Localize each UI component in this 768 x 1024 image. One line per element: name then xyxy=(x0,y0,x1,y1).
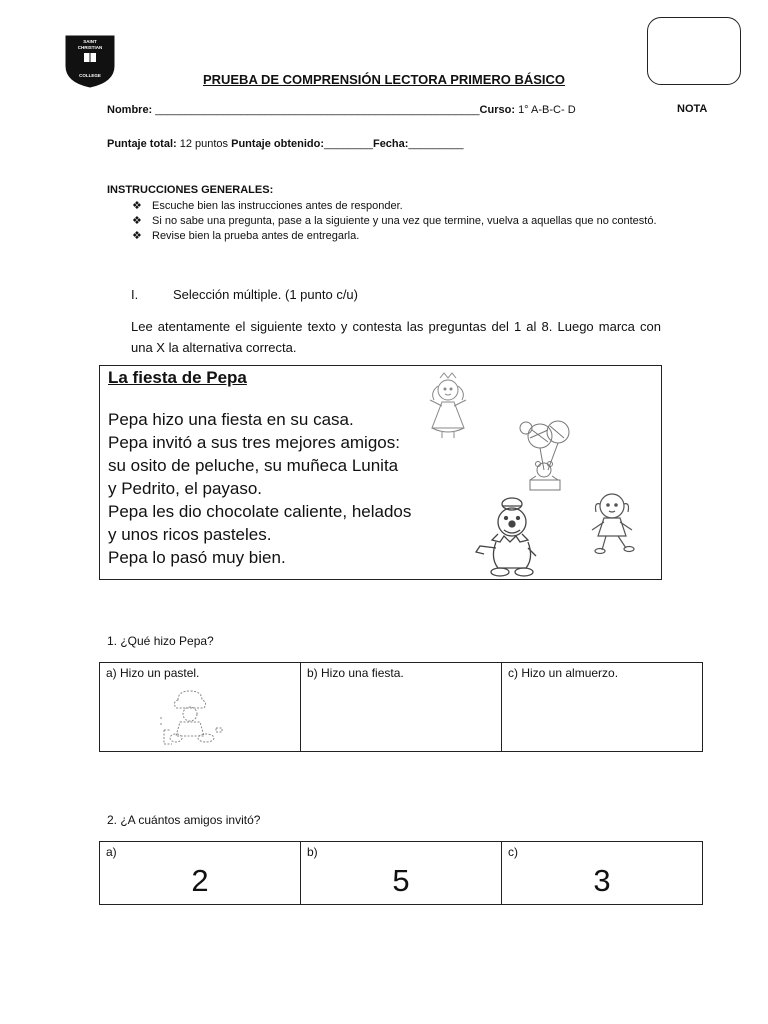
option-b-letter: b) xyxy=(307,845,318,859)
story-line: Pepa lo pasó muy bien. xyxy=(108,548,286,567)
name-course-line xyxy=(107,104,576,116)
instructions-list xyxy=(132,199,660,244)
story-title: La fiesta de Pepa xyxy=(108,368,247,387)
instruction-text: Escuche bien las instrucciones antes de responder. xyxy=(152,200,403,212)
svg-text:COLLEGE: COLLEGE xyxy=(79,73,101,78)
option-c[interactable] xyxy=(502,842,703,905)
instruction-item xyxy=(132,199,660,214)
nombre-label: Nombre: xyxy=(107,104,153,116)
puntaje-total-value: 12 puntos xyxy=(179,138,229,150)
option-b[interactable] xyxy=(301,842,502,905)
story-line: Pepa hizo una fiesta en su casa. xyxy=(108,410,354,429)
fecha-field[interactable]: _________ xyxy=(408,138,464,150)
curso-value: 1° A-B-C- D xyxy=(518,104,576,116)
diamond-bullet-icon: ❖ xyxy=(132,230,142,242)
story-line: y Pedrito, el payaso. xyxy=(108,479,263,498)
option-b-label: b) Hizo una fiesta. xyxy=(307,666,404,680)
story-box xyxy=(99,365,662,580)
section-instruction: Lee atentamente el siguiente texto y contesta las preguntas del 1 al 8. Luego marca con una X la alternativa correcta. xyxy=(131,319,661,355)
option-c-label: c) Hizo un almuerzo. xyxy=(508,666,619,680)
puntaje-total-label: Puntaje total: xyxy=(107,138,177,150)
instruction-item xyxy=(132,229,660,244)
question-2-options xyxy=(99,841,703,905)
nota-label: NOTA xyxy=(677,103,708,115)
diamond-bullet-icon: ❖ xyxy=(132,215,142,227)
svg-text:SAINT: SAINT xyxy=(83,39,97,44)
option-c[interactable] xyxy=(502,663,703,752)
story-line: Pepa les dio chocolate caliente, helados xyxy=(108,502,412,521)
story-line: su osito de peluche, su muñeca Lunita xyxy=(108,456,399,475)
question-1-prompt: 1. ¿Qué hizo Pepa? xyxy=(107,634,214,648)
section-title: Selección múltiple. (1 punto c/u) xyxy=(173,287,358,302)
section-number: I. xyxy=(131,287,139,302)
instructions-title: INSTRUCCIONES GENERALES: xyxy=(107,184,274,196)
story-line: y unos ricos pasteles. xyxy=(108,525,272,544)
curso-label: Curso: xyxy=(479,104,515,116)
girl-illustration xyxy=(416,372,480,440)
chef-baking-illustration xyxy=(156,690,294,748)
option-b[interactable] xyxy=(301,663,502,752)
nombre-field[interactable]: _____________________________________________________ xyxy=(155,104,480,116)
instruction-text: Revise bien la prueba antes de entregarla. xyxy=(152,230,360,242)
question-2-prompt: 2. ¿A cuántos amigos invitó? xyxy=(107,813,261,827)
option-a-letter: a) xyxy=(106,845,117,859)
instruction-text: Si no sabe una pregunta, pase a la siguiente y una vez que termine, vuelva a aquellas que no contestó. xyxy=(152,215,657,227)
diamond-bullet-icon: ❖ xyxy=(132,200,142,212)
option-c-letter: c) xyxy=(508,845,518,859)
option-b-number: 5 xyxy=(392,863,410,898)
puntaje-obtenido-label: Puntaje obtenido: xyxy=(231,138,325,150)
instruction-item xyxy=(132,214,660,229)
svg-text:CHRISTIAN: CHRISTIAN xyxy=(77,45,103,50)
story-line: Pepa invitó a sus tres mejores amigos: xyxy=(108,433,400,452)
score-date-line xyxy=(107,138,464,150)
puntaje-obtenido-field[interactable]: ________ xyxy=(324,138,373,150)
option-c-number: 3 xyxy=(593,863,611,898)
story-text xyxy=(108,408,411,569)
doll-illustration xyxy=(584,490,644,556)
option-a[interactable] xyxy=(100,663,301,752)
clown-illustration xyxy=(472,496,548,578)
option-a[interactable] xyxy=(100,842,301,905)
page-title: PRUEBA DE COMPRENSIÓN LECTORA PRIMERO BÁSICO xyxy=(202,72,566,87)
question-1-options xyxy=(99,662,703,752)
option-a-label: a) Hizo un pastel. xyxy=(106,666,200,680)
fecha-label: Fecha: xyxy=(372,138,409,150)
bear-balloons-illustration xyxy=(510,418,576,496)
option-a-number: 2 xyxy=(191,863,209,898)
